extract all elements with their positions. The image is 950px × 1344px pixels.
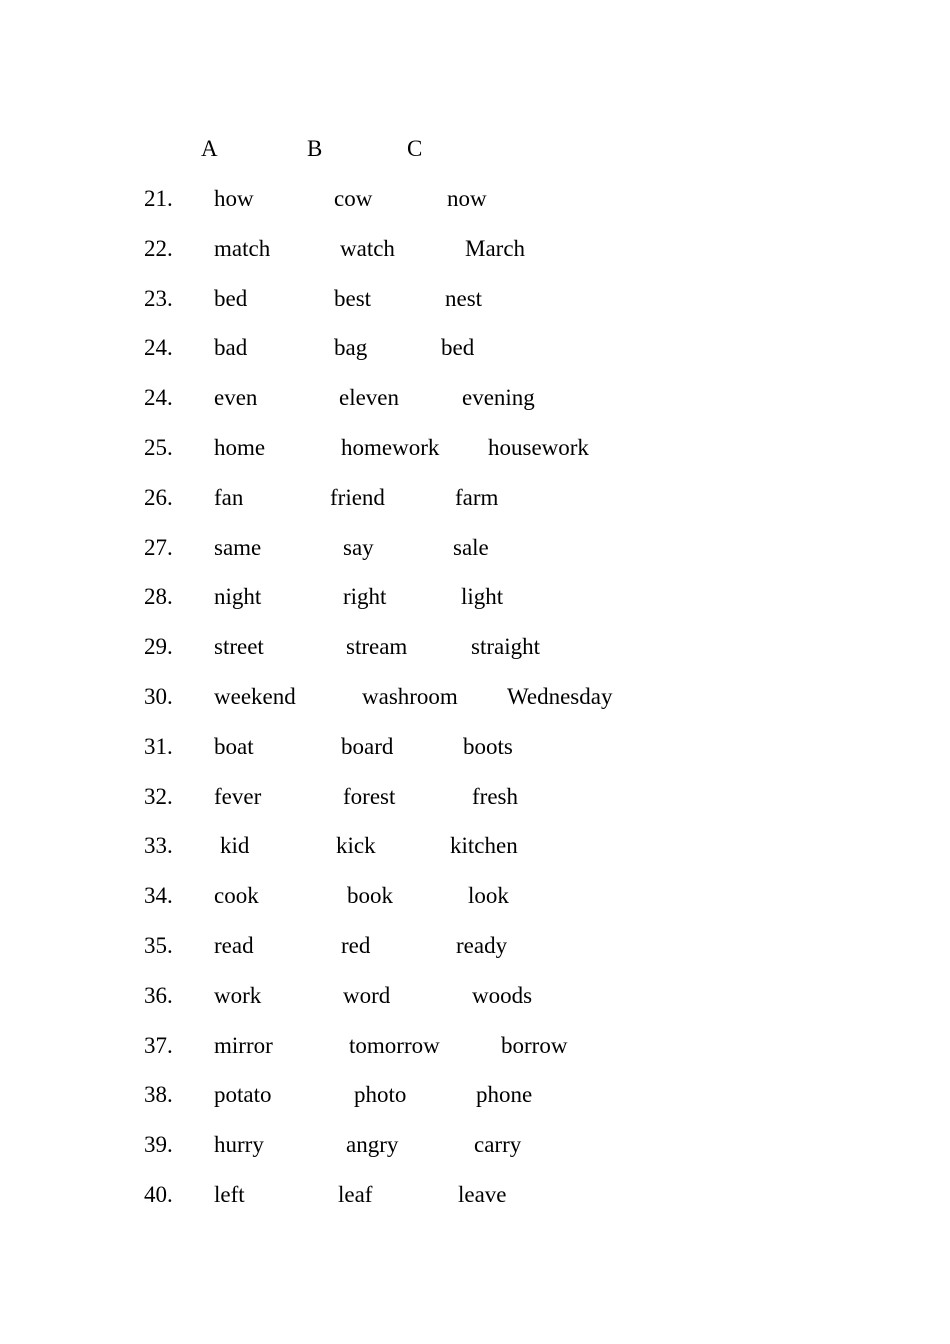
option-c: woods — [472, 982, 533, 1008]
option-b: bag — [334, 335, 368, 361]
list-item — [0, 732, 950, 762]
item-number: 29. — [144, 634, 173, 660]
list-item — [0, 433, 950, 463]
option-c: leave — [458, 1182, 507, 1207]
list-item — [0, 831, 950, 861]
option-b: book — [347, 883, 393, 909]
option-c: farm — [455, 484, 499, 510]
item-number: 30. — [144, 684, 173, 709]
option-a: weekend — [214, 684, 296, 709]
option-a: bed — [214, 285, 248, 311]
option-c: nest — [445, 285, 483, 311]
list-item — [0, 1130, 950, 1160]
option-b: tomorrow — [349, 1032, 440, 1058]
option-a: read — [214, 933, 254, 958]
column-header-b: B — [307, 136, 323, 161]
item-number: 35. — [144, 933, 173, 958]
option-c: housework — [488, 435, 589, 460]
item-number: 34. — [144, 883, 173, 909]
option-c: bed — [441, 335, 475, 361]
option-a: night — [214, 584, 262, 610]
option-a: cook — [214, 883, 259, 909]
item-number: 28. — [144, 584, 173, 610]
option-a: how — [214, 186, 254, 211]
list-item — [0, 582, 950, 612]
option-c: Wednesday — [507, 684, 613, 709]
option-a: fan — [214, 484, 244, 510]
item-number: 25. — [144, 435, 173, 460]
option-a: left — [214, 1182, 245, 1207]
option-a: kid — [220, 833, 250, 859]
item-number: 23. — [144, 285, 173, 311]
option-b: word — [343, 982, 391, 1008]
option-b: eleven — [339, 385, 400, 411]
option-b: best — [334, 285, 372, 311]
option-b: right — [343, 584, 387, 610]
option-c: now — [447, 186, 487, 211]
option-c: evening — [462, 385, 535, 411]
option-a: same — [214, 534, 262, 560]
option-c: boots — [463, 733, 513, 759]
item-number: 32. — [144, 783, 173, 809]
option-b: photo — [354, 1082, 407, 1108]
option-a: mirror — [214, 1032, 273, 1058]
option-a: fever — [214, 783, 262, 809]
option-c: carry — [474, 1132, 522, 1158]
item-number: 37. — [144, 1032, 173, 1058]
item-number: 39. — [144, 1132, 173, 1158]
option-a: match — [214, 235, 271, 261]
option-c: light — [461, 584, 504, 610]
list-item — [0, 1031, 950, 1061]
option-b: red — [341, 933, 371, 958]
list-item — [0, 1080, 950, 1110]
option-a: boat — [214, 733, 254, 759]
option-b: kick — [336, 833, 376, 859]
option-b: board — [341, 733, 394, 759]
list-item — [0, 881, 950, 911]
list-item — [0, 483, 950, 513]
option-b: angry — [346, 1132, 399, 1158]
column-header-c: C — [407, 136, 423, 161]
option-a: even — [214, 385, 258, 411]
option-c: phone — [476, 1082, 533, 1108]
option-c: fresh — [472, 783, 518, 809]
list-item — [0, 782, 950, 812]
item-number: 40. — [144, 1182, 173, 1207]
list-item — [0, 931, 950, 961]
option-c: borrow — [501, 1032, 568, 1058]
option-b: friend — [330, 484, 385, 510]
option-a: bad — [214, 335, 248, 361]
option-c: straight — [471, 634, 540, 660]
option-b: homework — [341, 435, 440, 460]
list-item — [0, 234, 950, 264]
option-b: say — [343, 534, 374, 560]
item-number: 27. — [144, 534, 173, 560]
option-b: watch — [340, 235, 395, 261]
list-item — [0, 533, 950, 563]
item-number: 26. — [144, 484, 173, 510]
option-c: look — [468, 883, 509, 909]
list-item — [0, 632, 950, 662]
item-number: 38. — [144, 1082, 173, 1108]
option-c: ready — [456, 933, 508, 958]
column-header-a: A — [201, 136, 218, 161]
option-c: March — [465, 235, 526, 261]
option-a: potato — [214, 1082, 272, 1108]
list-item — [0, 284, 950, 314]
option-b: leaf — [338, 1182, 373, 1207]
list-item — [0, 383, 950, 413]
option-a: home — [214, 435, 266, 460]
option-b: stream — [346, 634, 408, 660]
option-a: street — [214, 634, 264, 660]
option-a: hurry — [214, 1132, 264, 1158]
option-b: cow — [334, 186, 373, 211]
option-a: work — [214, 982, 262, 1008]
list-item — [0, 1180, 950, 1210]
item-number: 33. — [144, 833, 173, 859]
item-number: 21. — [144, 186, 173, 211]
item-number: 24. — [144, 385, 173, 411]
item-number: 36. — [144, 982, 173, 1008]
item-number: 24. — [144, 335, 173, 361]
list-item — [0, 981, 950, 1011]
item-number: 22. — [144, 235, 173, 261]
list-item — [0, 333, 950, 363]
item-number: 31. — [144, 733, 173, 759]
option-c: sale — [453, 534, 489, 560]
option-b: forest — [343, 783, 396, 809]
option-c: kitchen — [450, 833, 518, 859]
list-item — [0, 184, 950, 214]
list-item — [0, 682, 950, 712]
option-b: washroom — [362, 684, 458, 709]
column-header-row — [0, 134, 950, 164]
